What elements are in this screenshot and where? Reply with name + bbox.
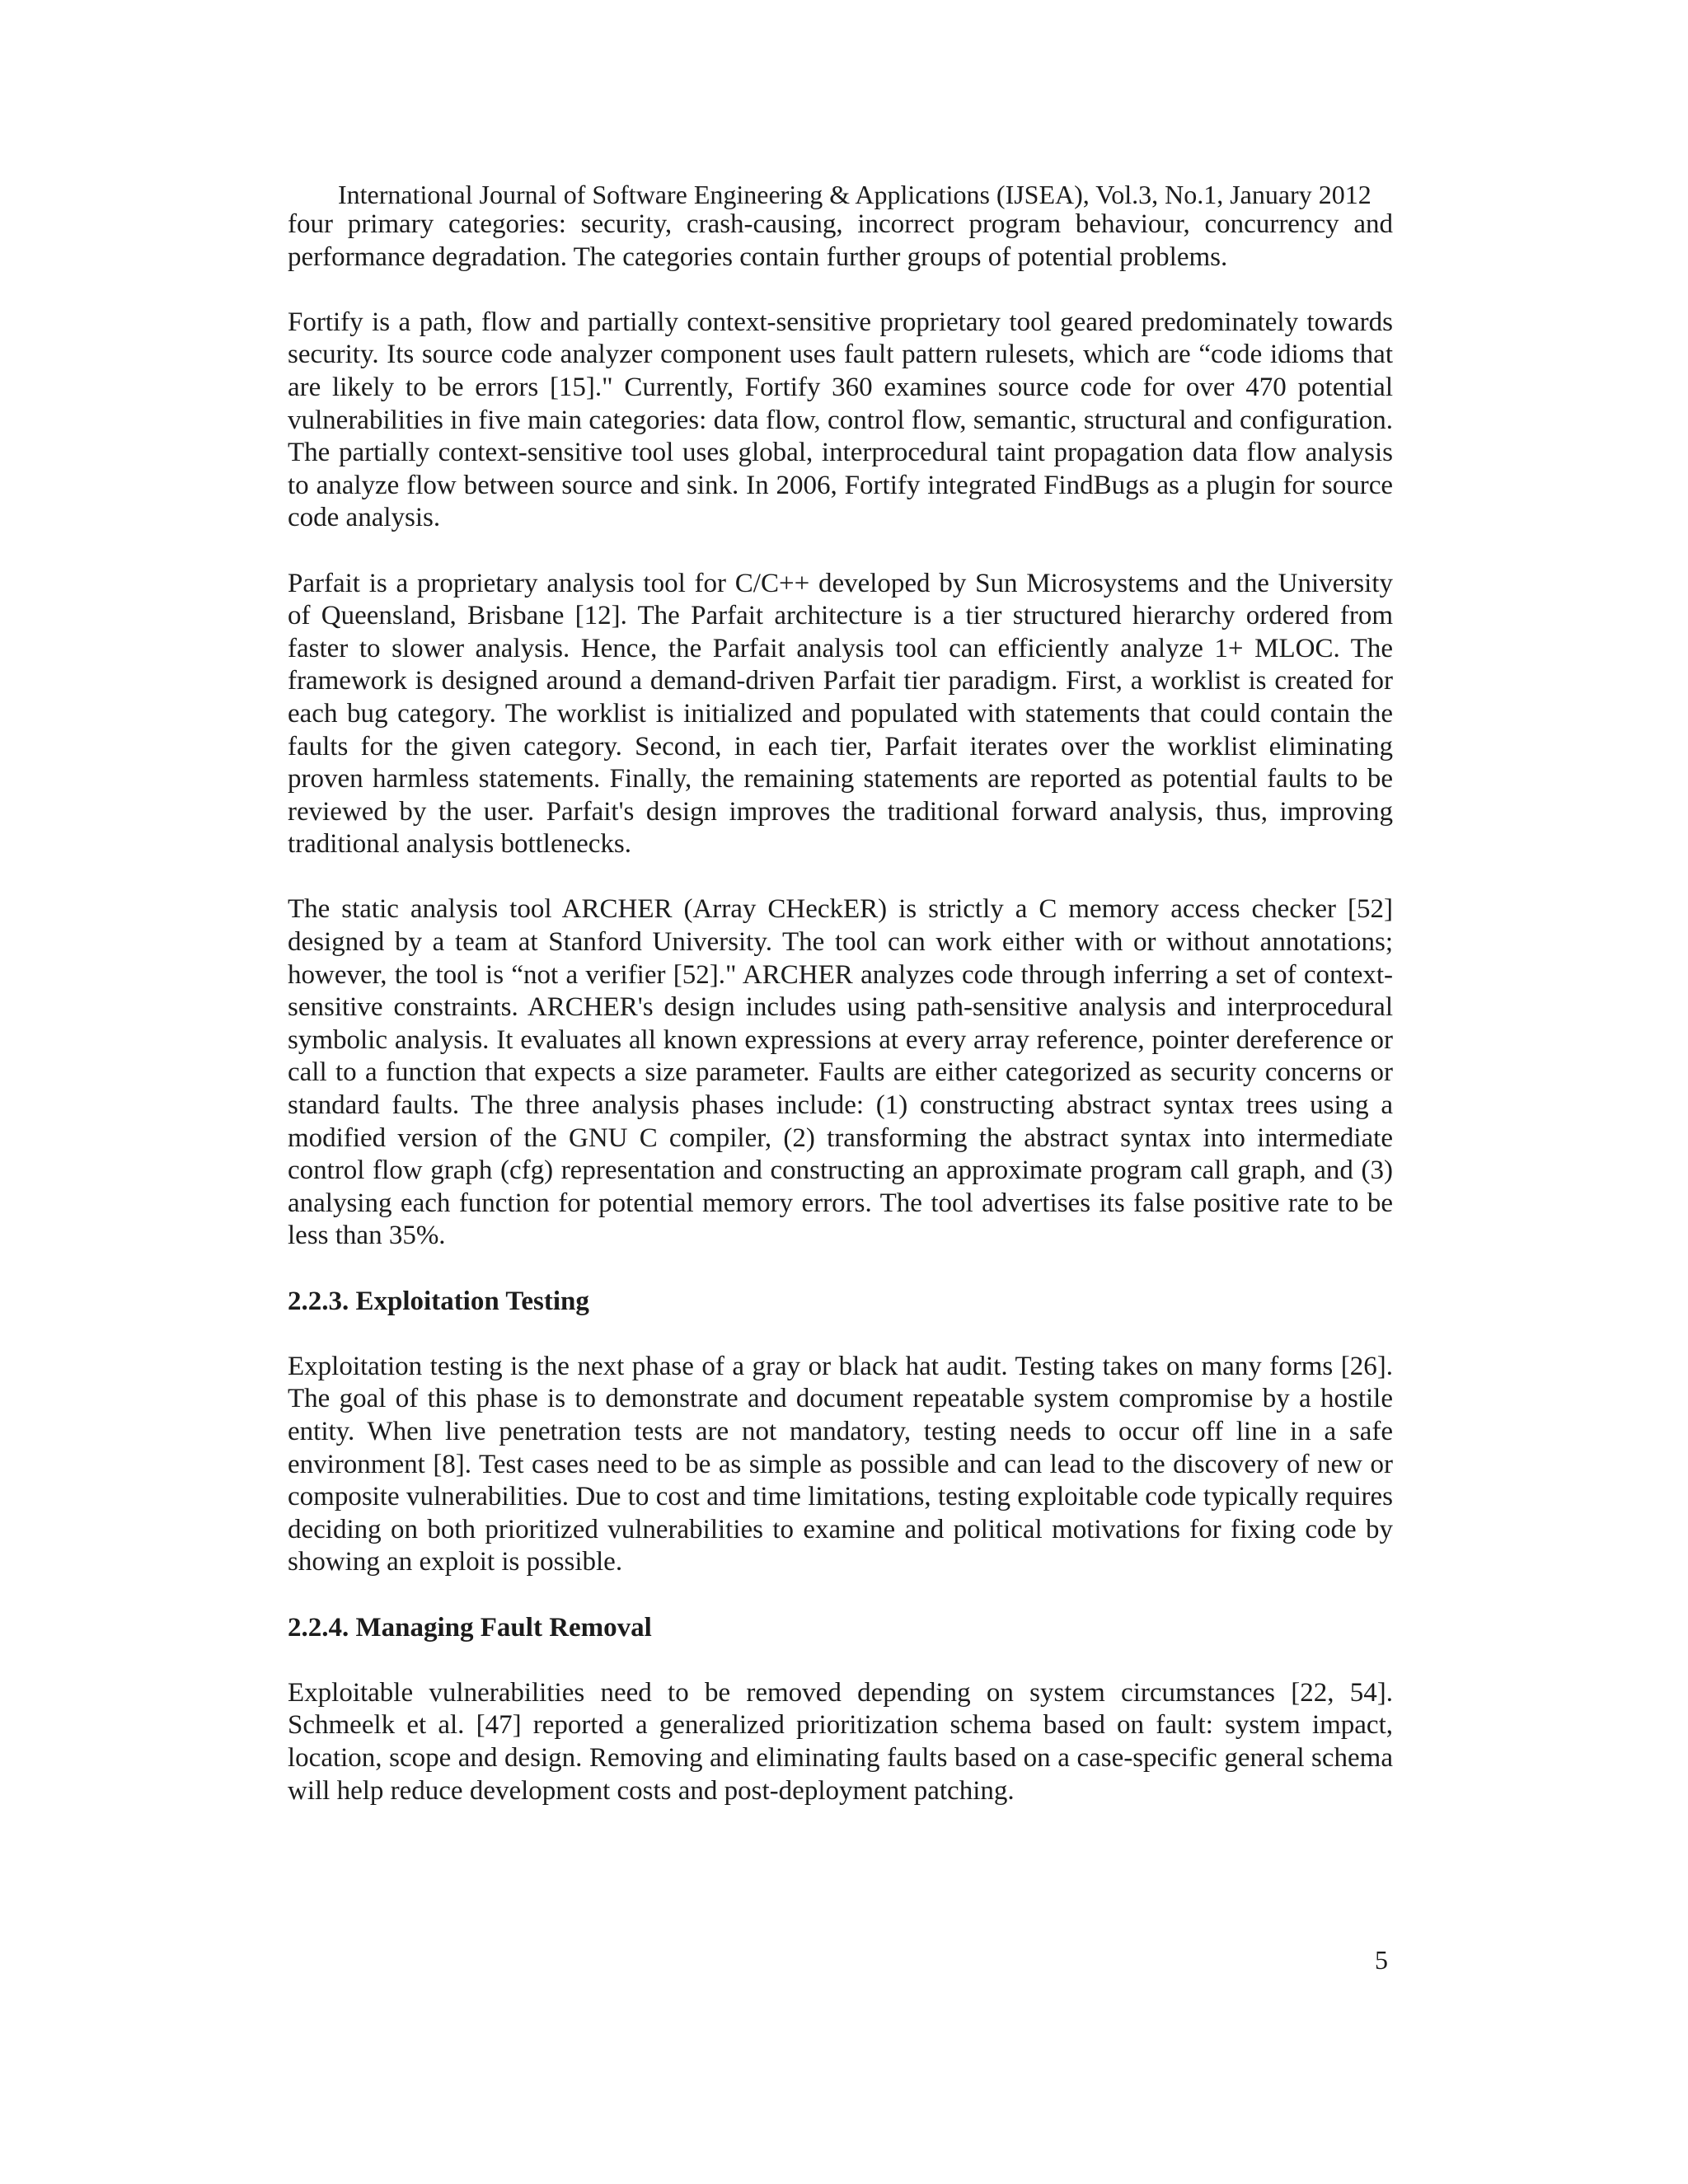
paragraph-managing-fault-removal: Exploitable vulnerabilities need to be removed depending on system circumstances [22, 54]. Schmeelk et al. [47] reported a generalized prioritization schema based on fault: system impact, location, scope and design. Removing and eliminating faults based on a case-specific general schema will help reduce development costs and post-deployment patching.	[288, 1677, 1393, 1806]
running-header: International Journal of Software Engineering & Applications (IJSEA), Vol.3, No.1, January 2012	[338, 180, 1372, 209]
paragraph-archer: The static analysis tool ARCHER (Array CHeckER) is strictly a C memory access checker [52] designed by a team at Stanford University. The tool can work either with or without annotations; however, the tool is “not a verifier [52]." ARCHER analyzes code through inferring a set of context-sensitive constraints. ARCHER's design includes using path-sensitive analysis and interprocedural symbolic analysis. It evaluates all known expressions at every array reference, pointer dereference or call to a function that expects a size parameter. Faults are either categorized as security concerns or standard faults. The three analysis phases include: (1) constructing abstract syntax trees using a modified version of the GNU C compiler, (2) transforming the abstract syntax into intermediate control flow graph (cfg) representation and constructing an approximate program call graph, and (3) analysing each function for potential memory errors. The tool advertises its false positive rate to be less than 35%.	[288, 894, 1393, 1251]
paragraph-fortify: Fortify is a path, flow and partially context-sensitive proprietary tool geared predominately towards security. Its source code analyzer component uses fault pattern rulesets, which are “code idioms that are likely to be errors [15]." Currently, Fortify 360 examines source code for over 470 potential vulnerabilities in five main categories: data flow, control flow, semantic, structural and configuration. The partially context-sensitive tool uses global, interprocedural taint propagation data flow analysis to analyze flow between source and sink. In 2006, Fortify integrated FindBugs as a plugin for source code analysis.	[288, 307, 1393, 533]
section-heading-managing-fault-removal: 2.2.4. Managing Fault Removal	[288, 1612, 652, 1643]
paragraph-exploitation-testing: Exploitation testing is the next phase of a gray or black hat audit. Testing takes on many forms [26]. The goal of this phase is to demonstrate and document repeatable system compromise by a hostile entity. When live penetration tests are not mandatory, testing needs to occur off line in a safe environment [8]. Test cases need to be as simple as possible and can lead to the discovery of new or composite vulnerabilities. Due to cost and time limitations, testing exploitable code typically requires deciding on both prioritized vulnerabilities to examine and political motivations for fixing code by showing an exploit is possible.	[288, 1351, 1393, 1577]
article-body	[288, 209, 1393, 1840]
paragraph-parfait: Parfait is a proprietary analysis tool for C/C++ developed by Sun Microsystems and the University of Queensland, Brisbane [12]. The Parfait architecture is a tier structured hierarchy ordered from faster to slower analysis. Hence, the Parfait analysis tool can efficiently analyze 1+ MLOC. The framework is designed around a demand-driven Parfait tier paradigm. First, a worklist is created for each bug category. The worklist is initialized and populated with statements that could contain the faults for the given category. Second, in each tier, Parfait iterates over the worklist eliminating proven harmless statements. Finally, the remaining statements are reported as potential faults to be reviewed by the user. Parfait's design improves the traditional forward analysis, thus, improving traditional analysis bottlenecks.	[288, 568, 1393, 860]
section-heading-exploitation-testing: 2.2.3. Exploitation Testing	[288, 1286, 589, 1316]
paragraph-categories-continuation: four primary categories: security, crash-causing, incorrect program behaviour, concurrency and performance degradation. The categories contain further groups of potential problems.	[288, 209, 1393, 272]
page-number: 5	[1375, 1945, 1388, 1975]
